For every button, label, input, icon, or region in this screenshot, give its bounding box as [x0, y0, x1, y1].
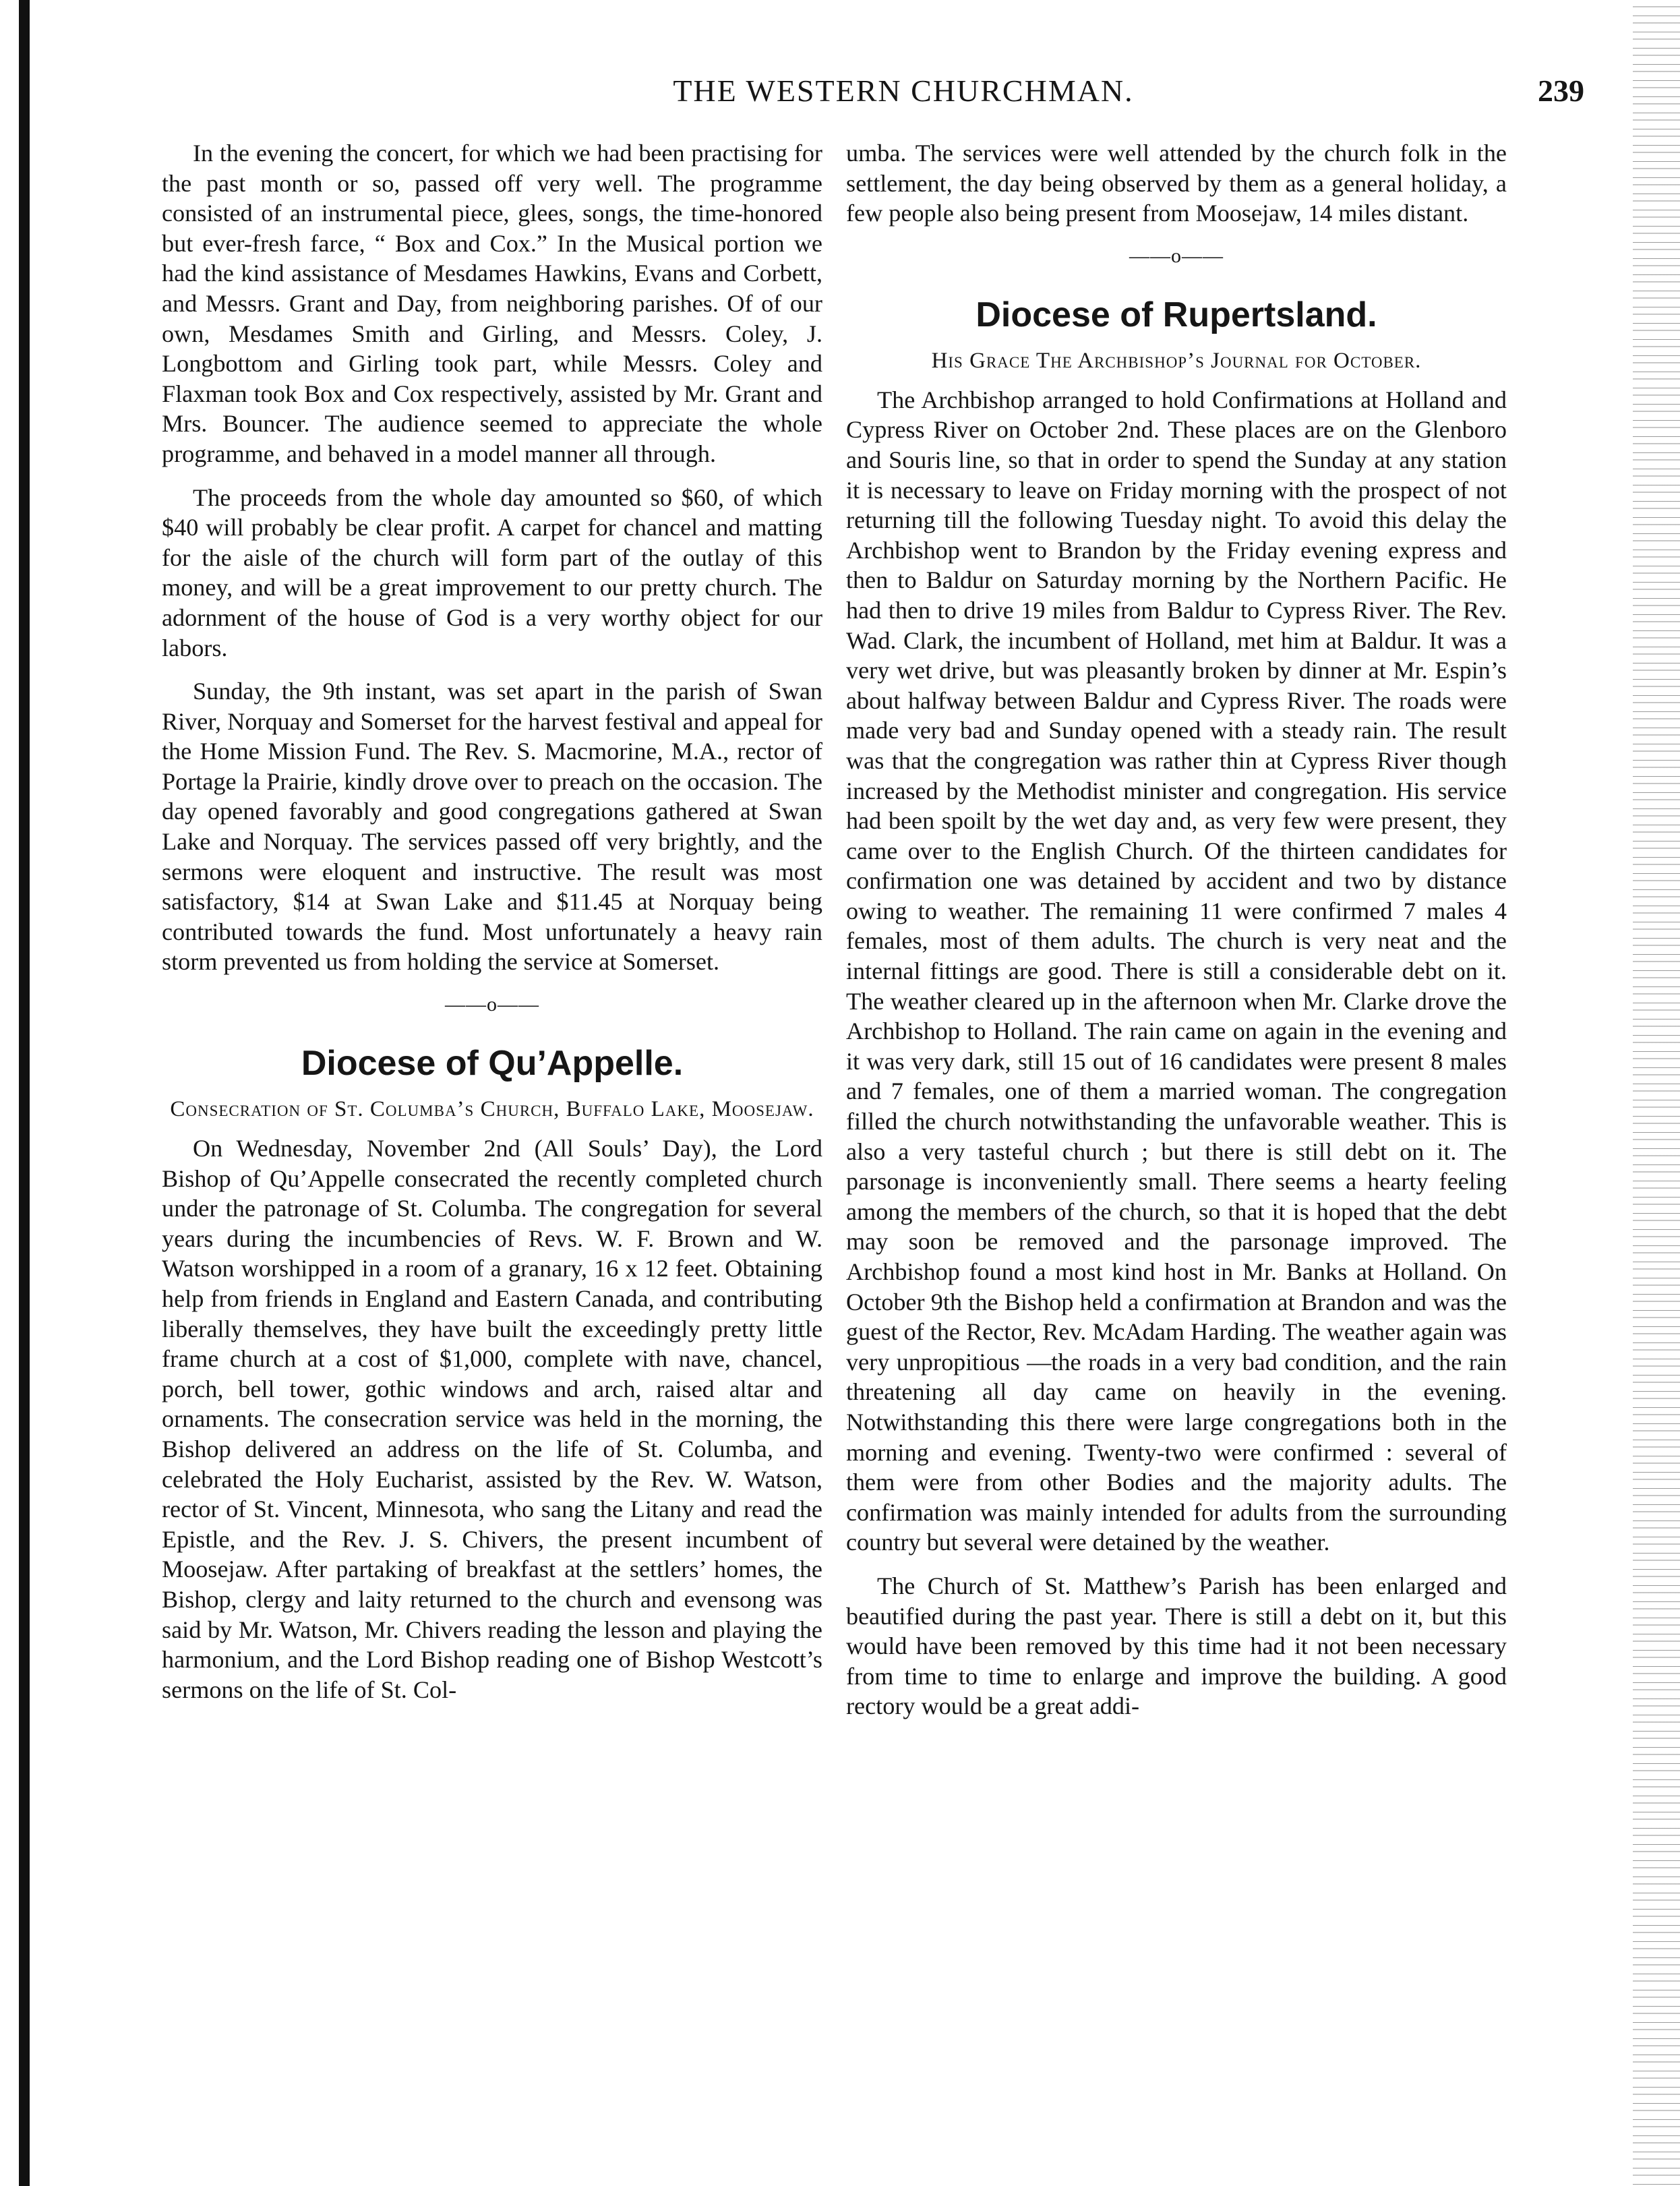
page-edge-margin: [1633, 0, 1680, 2186]
paragraph-continuation: umba. The services were well attended by the church folk in the settlement, the day being observed by them as a general holiday, a few people also being present from Moosejaw, 14 miles distant.: [846, 140, 1507, 227]
page-number: 239: [1538, 73, 1584, 108]
left-column: [162, 138, 822, 2134]
section-subhead-consecration: Consecration of St. Columba’s Church, Buffalo Lake, Moosejaw.: [170, 1097, 814, 1122]
paragraph-archbishop-journal: The Archbishop arranged to hold Confirmations at Holland and Cypress River on October 2nd. These places are on the Glenboro and Souris line, so that in order to spend the Sunday at any station it is necessary to leave on Friday morning with the prospect of not returning till the following Tuesday night. To avoid this delay the Archbishop went to Brandon by the Friday evening express and then to Baldur on Saturday morning by the Northern Pacific. He had then to drive 19 miles from Baldur to Cypress River. The Rev. Wad. Clark, the incumbent of Holland, met him at Baldur. It was a very wet drive, but was pleasantly broken by dinner at Mr. Espin’s about halfway between Baldur and Cypress River. The roads were made very bad and Sunday opened with a steady rain. The result was that the congregation was rather thin at Cypress River though increased by the Methodist minister and congregation. His service had been spoilt by the wet day and, as very few were present, they came over to the English Church. Of the thirteen candidates for confirmation one was detained by accident and two by distance owing to weather. The remaining 11 were confirmed 7 males 4 females, most of them adults. The church is very neat and the internal fittings are good. There is still a considerable debt on it. The weather cleared up in the afternoon when Mr. Clarke drove the Archbishop to Holland. The rain came on again in the evening and it was very dark, still 15 out of 16 candidates were present 8 males and 7 females, one of them a married woman. The congregation filled the church notwithstanding the unfavorable weather. This is also a very tasteful church ; but there is still debt on it. The parsonage is inconveniently small. There seems a hearty feeling among the members of the church, so that it is hoped that the debt may soon be removed and the parsonage improved. The Archbishop found a most kind host in Mr. Banks at Holland. On October 9th the Bishop held a confirmation at Brandon and was the guest of the Rector, Rev. McAdam Harding. The weather again was very unpropitious —the roads in a very bad condition, and the rain threatening all day came on heavily in the evening. Notwithstanding this there were large congregations both in the morning and evening. Twenty-two were confirmed : several of them were from other Bodies and the majority adults. The confirmation was mainly intended for adults from the surrounding country but several were detained by the weather.: [846, 386, 1507, 1556]
paragraph-proceeds: The proceeds from the whole day amounted so $60, of which $40 will probably be clear profit. A carpet for chancel and matting for the aisle of the church will form part of the outlay of this money, and will be a great improvement to our pretty church. The adornment of the house of God is a very worthy object for our labors.: [162, 483, 822, 661]
paragraph-st-matthews: The Church of St. Matthew’s Parish has been enlarged and beautified during the past year. There is still a debt on it, but this would have been removed by this time had it not been necessary from time to time to enlarge and improve the building. A good rectory would be a great addi-: [846, 1572, 1507, 1720]
right-column: [846, 138, 1507, 2134]
running-head: THE WESTERN CHURCHMAN.: [673, 73, 1134, 108]
page-edge-rule: [19, 0, 30, 2186]
section-title-rupertsland: Diocese of Rupertsland.: [976, 295, 1377, 334]
paragraph-concert: In the evening the concert, for which we had been practising for the past month or so, passed off very well. The programme consisted of an instrumental piece, glees, songs, the time-honored but ever-fresh farce, “ Box and Cox.” In the Musical portion we had the kind assistance of Mesdames Hawkins, Evans and Corbett, and Messrs. Grant and Day, from neighboring parishes. Of of our own, Mesdames Smith and Girling, and Messrs. Coley, J. Longbottom and Girling took part, while Messrs. Coley and Flaxman took Box and Cox respectively, assisted by Mr. Grant and Mrs. Bouncer. The audience seemed to appreciate the whole programme, and behaved in a model manner all through.: [162, 140, 822, 467]
section-title-quappelle: Diocese of Qu’Appelle.: [301, 1044, 684, 1084]
paragraph-harvest-festival: Sunday, the 9th instant, was set apart in the parish of Swan River, Norquay and Somerset for the harvest festival and appeal for the Home Mission Fund. The Rev. S. Macmorine, M.A., rector of Portage la Prairie, kindly drove over to preach on the occasion. The day opened favorably and good congregations gathered at Swan Lake and Norquay. The services passed off very brightly, and the sermons were eloquent and instructive. The result was most satisfactory, $14 at Swan Lake and $11.45 at Norquay being contributed towards the fund. Most unfortunately a heavy rain storm prevented us from holding the service at Somerset.: [162, 678, 822, 976]
section-subhead-journal: His Grace The Archbishop’s Journal for October.: [931, 348, 1422, 373]
page-header: [222, 73, 1584, 127]
section-divider: ——o——: [1129, 244, 1224, 267]
paragraph-consecration: On Wednesday, November 2nd (All Souls’ Day), the Lord Bishop of Qu’Appelle consecrated the recently completed church under the patronage of St. Columba. The congregation for several years during the incumbencies of Revs. W. F. Brown and W. Watson worshipped in a room of a granary, 16 x 12 feet. Obtaining help from friends in England and Eastern Canada, and contributing liberally themselves, they have built the exceedingly pretty little frame church at a cost of $1,000, complete with nave, chancel, porch, bell tower, gothic windows and arch, raised altar and ornaments. The consecration service was held in the morning, the Bishop delivered an address on the life of St. Columba, and celebrated the Holy Eucharist, assisted by the Rev. W. Watson, rector of St. Vincent, Minnesota, who sang the Litany and read the Epistle, and the Rev. J. S. Chivers, the present incumbent of Moosejaw. After partaking of breakfast at the settlers’ homes, the Bishop, clergy and laity returned to the church and evensong was said by Mr. Watson, Mr. Chivers reading the lesson and playing the harmonium, and the Lord Bishop reading one of Bishop Westcott’s sermons on the life of St. Col-: [162, 1135, 822, 1703]
section-divider: ——o——: [445, 993, 539, 1016]
